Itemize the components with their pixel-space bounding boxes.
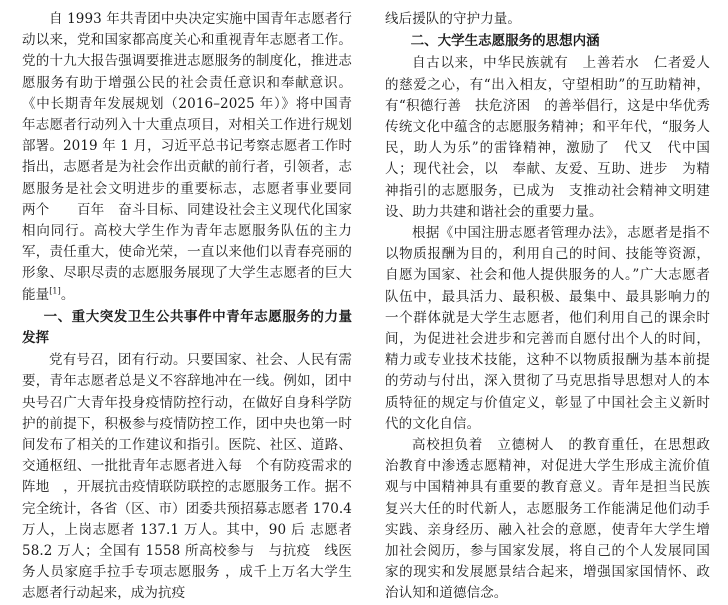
- intro-end: 。: [60, 286, 75, 303]
- section2-paragraph-3: 高校担负着 立德树人 的教育重任，在思想政治教育中渗透志愿精神，对促进大学生形成主流价值观与中国精神具有重要的教育意义。青年是担当民族复兴大任的时代新人，志愿服务工作能满足他们动手实践、亲身经历、融入社会的意愿，使青年大学生增加社会阅历，参与国家发展，将自己的个人发展同国家的现实和发展愿景结合起来，增强国家国情怀、政治认知和道德信念。: [385, 437, 710, 602]
- right-column: [385, 9, 724, 605]
- intro-paragraph: [22, 9, 366, 306]
- section-heading-2: 二、大学生志愿服务的思想内涵: [410, 33, 600, 50]
- section1-paragraph: 党有号召，团有行动。只要国家、社会、人民有需要，青年志愿者总是义不容辞地冲在一线。例如，团中央号召广大青年投身疫情防控行动，在做好自身科学防护的前提下，积极参与疫情防控工作，团中央也第一时间发布了相关的工作建议和指引。医院、社区、道路、交通枢纽、一批批青年志愿者进入每 个有防疫需求的 阵地 ，开展抗击疫情联防联控的志愿服务工作。据不完全统计，各省（区、市）团委共预招募志愿者 170.4 万人，上岗志愿者 137.1 万人。其中，90 后 志愿者 58.2 万人；全国有 1558 所高校参与 与抗疫 线医务人员家庭手拉手专项志愿服务 ，成千上万名大学生志愿者行动起来，成为抗疫: [22, 352, 366, 602]
- section2-paragraph-2: 根据《中国注册志愿者管理办法》，志愿者是指不以物质报酬为目的，利用自己的时间、技能等资源，自愿为国家、社会和他人提供服务的人。”广大志愿者队伍中，最具活力、最积极、最集中、最具影响力的一个群体就是大学生志愿者，他们利用自己的课余时间，为促进社会进步和完善而自愿付出个人的时间，精力或专业技术技能，这种不以物质报酬为基本前提的劳动与付出，深入贯彻了马克思指导思想对人的本质特征的规定与价值定义，彰显了中国社会主义新时代的文化自信。: [385, 225, 710, 432]
- section1-paragraph-continued: 线后援队的守护力量。: [385, 11, 521, 27]
- section2-paragraph-1: 自古以来，中华民族就有 上善若水 仁者爱人 的慈爱之心，有“出入相友，守望相助”的互助精神，有“积德行善 扶危济困 的善举倡行，这是中华优秀传统文化中蕴含的志愿服务精神；和平年代，“服务人民，助人为乐”的雷锋精神，激励了 代又 代中国人；现代社会，以 奉献、友爱、互助、进步 为精神指引的志愿服务，已成为 支推动社会精神文明建设、助力共建和谐社会的重要力量。: [385, 55, 724, 220]
- section-heading-1: 一、重大突发卫生公共事件中青年志愿服务的力量发挥: [22, 308, 352, 347]
- intro-text: 自 1993 年共青团中央决定实施中国青年志愿者行动以来，党和国家都高度关心和重视青年志愿者工作。党的十九大报告强调要推进志愿服务的制度化，推进志愿服务有助于增强公民的社会责任意识和奉献意识。《中长期青年发展规划（2016–2025 年）》将中国青年志愿者行动列入十大重点项目，对相关工作进行规划部署。2019 年 1 月，习近平总书记考察志愿者工作时指出，志愿者是为社会作出贡献的前行者，引领者，志愿服务是社会文明进步的重要标志，志愿者事业要同 两个 百年 奋斗目标、同建设社会主义现代化国家相向同行。高校大学生作为青年志愿服务队伍的主力军，责任重大，使命光荣，一直以来他们以青春亮丽的形象、尽职尽责的志愿服务展现了大学生志愿者的巨大能量: [22, 11, 366, 303]
- two-column-layout: [22, 9, 724, 602]
- citation-ref: [1]: [49, 286, 61, 296]
- left-column: [22, 9, 366, 605]
